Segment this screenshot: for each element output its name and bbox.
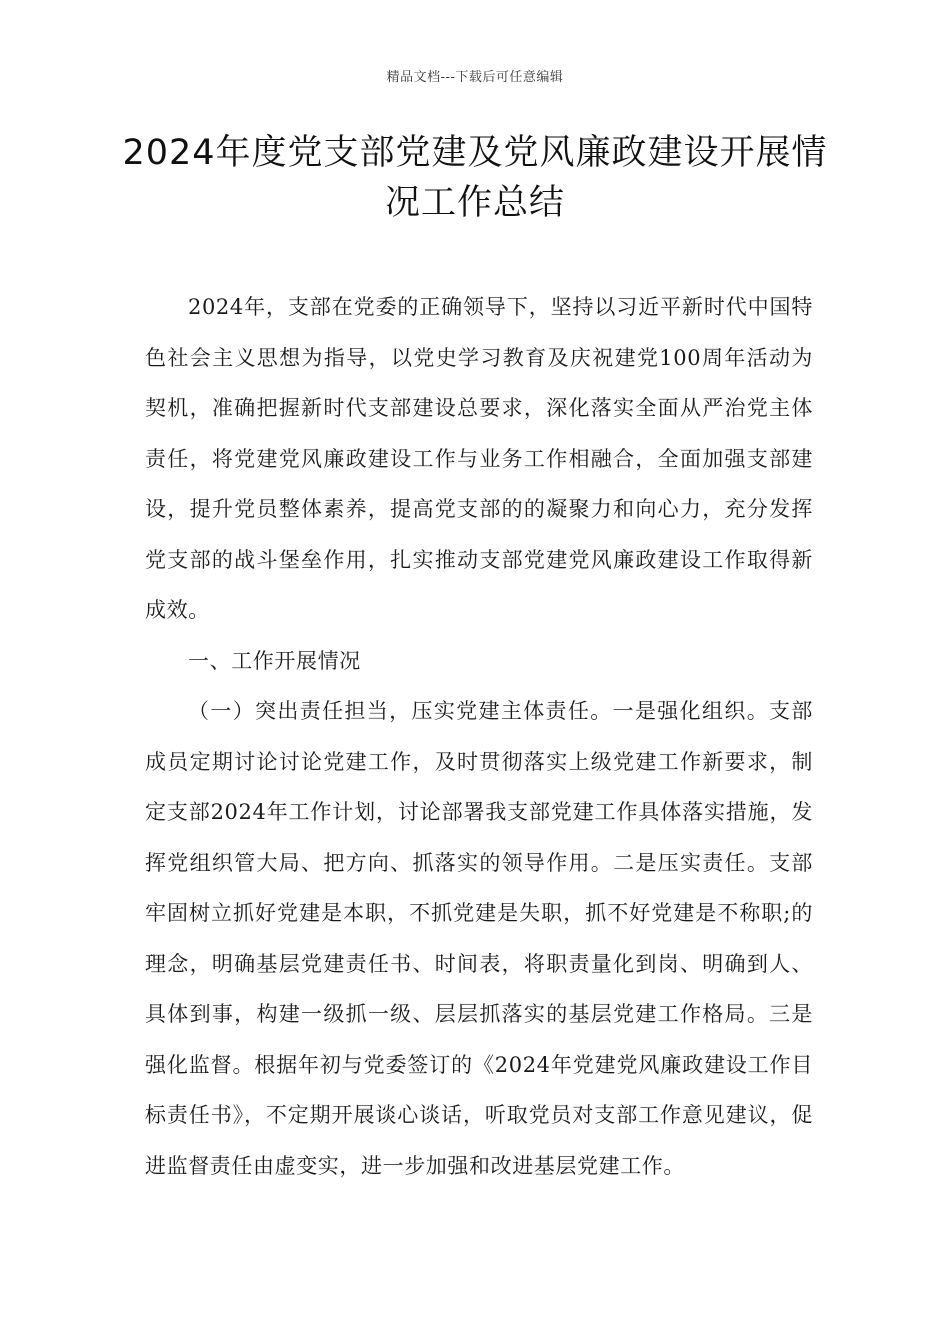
paragraph-intro: 2024年，支部在党委的正确领导下，坚持以习近平新时代中国特色社会主义思想为指导，以党史学习教育及庆祝建党100周年活动为契机，准确把握新时代支部建设总要求，深化落实全面从严治党主体责任，将党建党风廉政建设工作与业务工作相融合，全面加强支部建设，提升党员整体素养，提高党支部的的凝聚力和向心力，充分发挥党支部的战斗堡垒作用，扎实推动支部党建党风廉政建设工作取得新成效。 — [145, 295, 813, 622]
document-body — [145, 282, 813, 1191]
paragraph-responsibility: （一）突出责任担当，压实党建主体责任。一是强化组织。支部成员定期讨论讨论党建工作，及时贯彻落实上级党建工作新要求，制定支部2024年工作计划，讨论部署我支部党建工作具体落实措施，发挥党组织管大局、把方向、抓落实的领导作用。二是压实责任。支部牢固树立抓好党建是本职，不抓党建是失职，抓不好党建是不称职;的理念，明确基层党建责任书、时间表，将职责量化到岗、明确到人、具体到事，构建一级抓一级、层层抓落实的基层党建工作格局。三是强化监督。根据年初与党委签订的《2024年党建党风廉政建设工作目标责任书》，不定期开展谈心谈话，听取党员对支部工作意见建议，促进监督责任由虚变实，进一步加强和改进基层党建工作。 — [145, 699, 813, 1178]
document-title: 2024年度党支部党建及党风廉政建设开展情况工作总结 — [122, 133, 828, 223]
section-heading: 一、工作开展情况 — [188, 648, 361, 673]
header-note: 精品文档---下载后可任意编辑 — [386, 70, 564, 85]
